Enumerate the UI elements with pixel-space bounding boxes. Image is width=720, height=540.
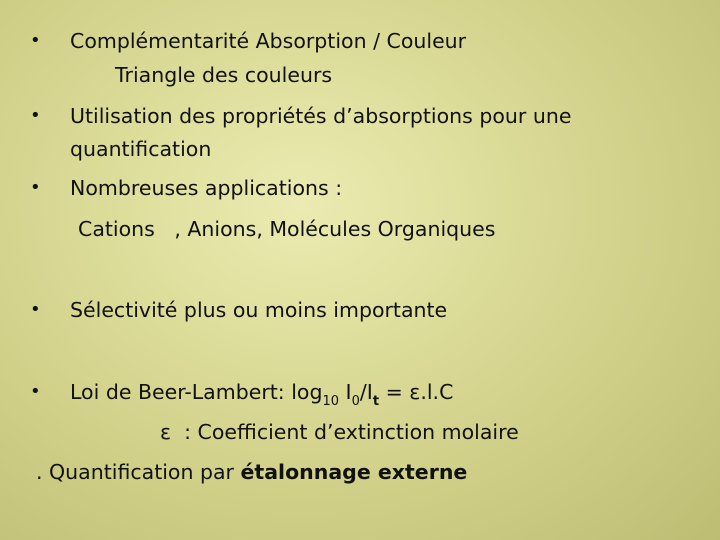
equation-prefix: Loi de Beer-Lambert: log <box>70 380 323 404</box>
quantification-line <box>36 459 467 485</box>
bullet-1-subtext: Triangle des couleurs <box>115 63 333 87</box>
bullet-4-text: Sélectivité plus ou moins importante <box>70 298 448 322</box>
quantification-bold: étalonnage externe <box>240 460 468 484</box>
equation-rest: = ε.l.C <box>379 380 454 404</box>
quantification-prefix: . Quantification par <box>36 460 241 484</box>
slash-i: /I <box>359 380 373 404</box>
bullet-3-subtext: Cations , Anions, Molécules Organiques <box>78 217 496 241</box>
log-base-subscript: 10 <box>322 394 340 409</box>
it-subscript: t <box>372 394 380 409</box>
beer-lambert-equation <box>70 379 453 409</box>
bullet-2-text: Utilisation des propriétés d’absorptions pour une <box>70 104 572 128</box>
bullet-2-text-cont: quantification <box>70 137 212 161</box>
bullet-3: • <box>30 177 41 198</box>
bullet-1: • <box>30 30 41 51</box>
bullet-4: • <box>30 299 41 320</box>
i0-subscript: 0 <box>351 394 360 409</box>
bullet-2: • <box>30 105 41 126</box>
epsilon-definition: ε : Coefficient d’extinction molaire <box>160 420 519 444</box>
bullet-1-text: Complémentarité Absorption / Couleur <box>70 29 467 53</box>
i0-letter: I <box>339 380 352 404</box>
bullet-3-text: Nombreuses applications : <box>70 176 343 200</box>
bullet-5: • <box>30 381 41 402</box>
